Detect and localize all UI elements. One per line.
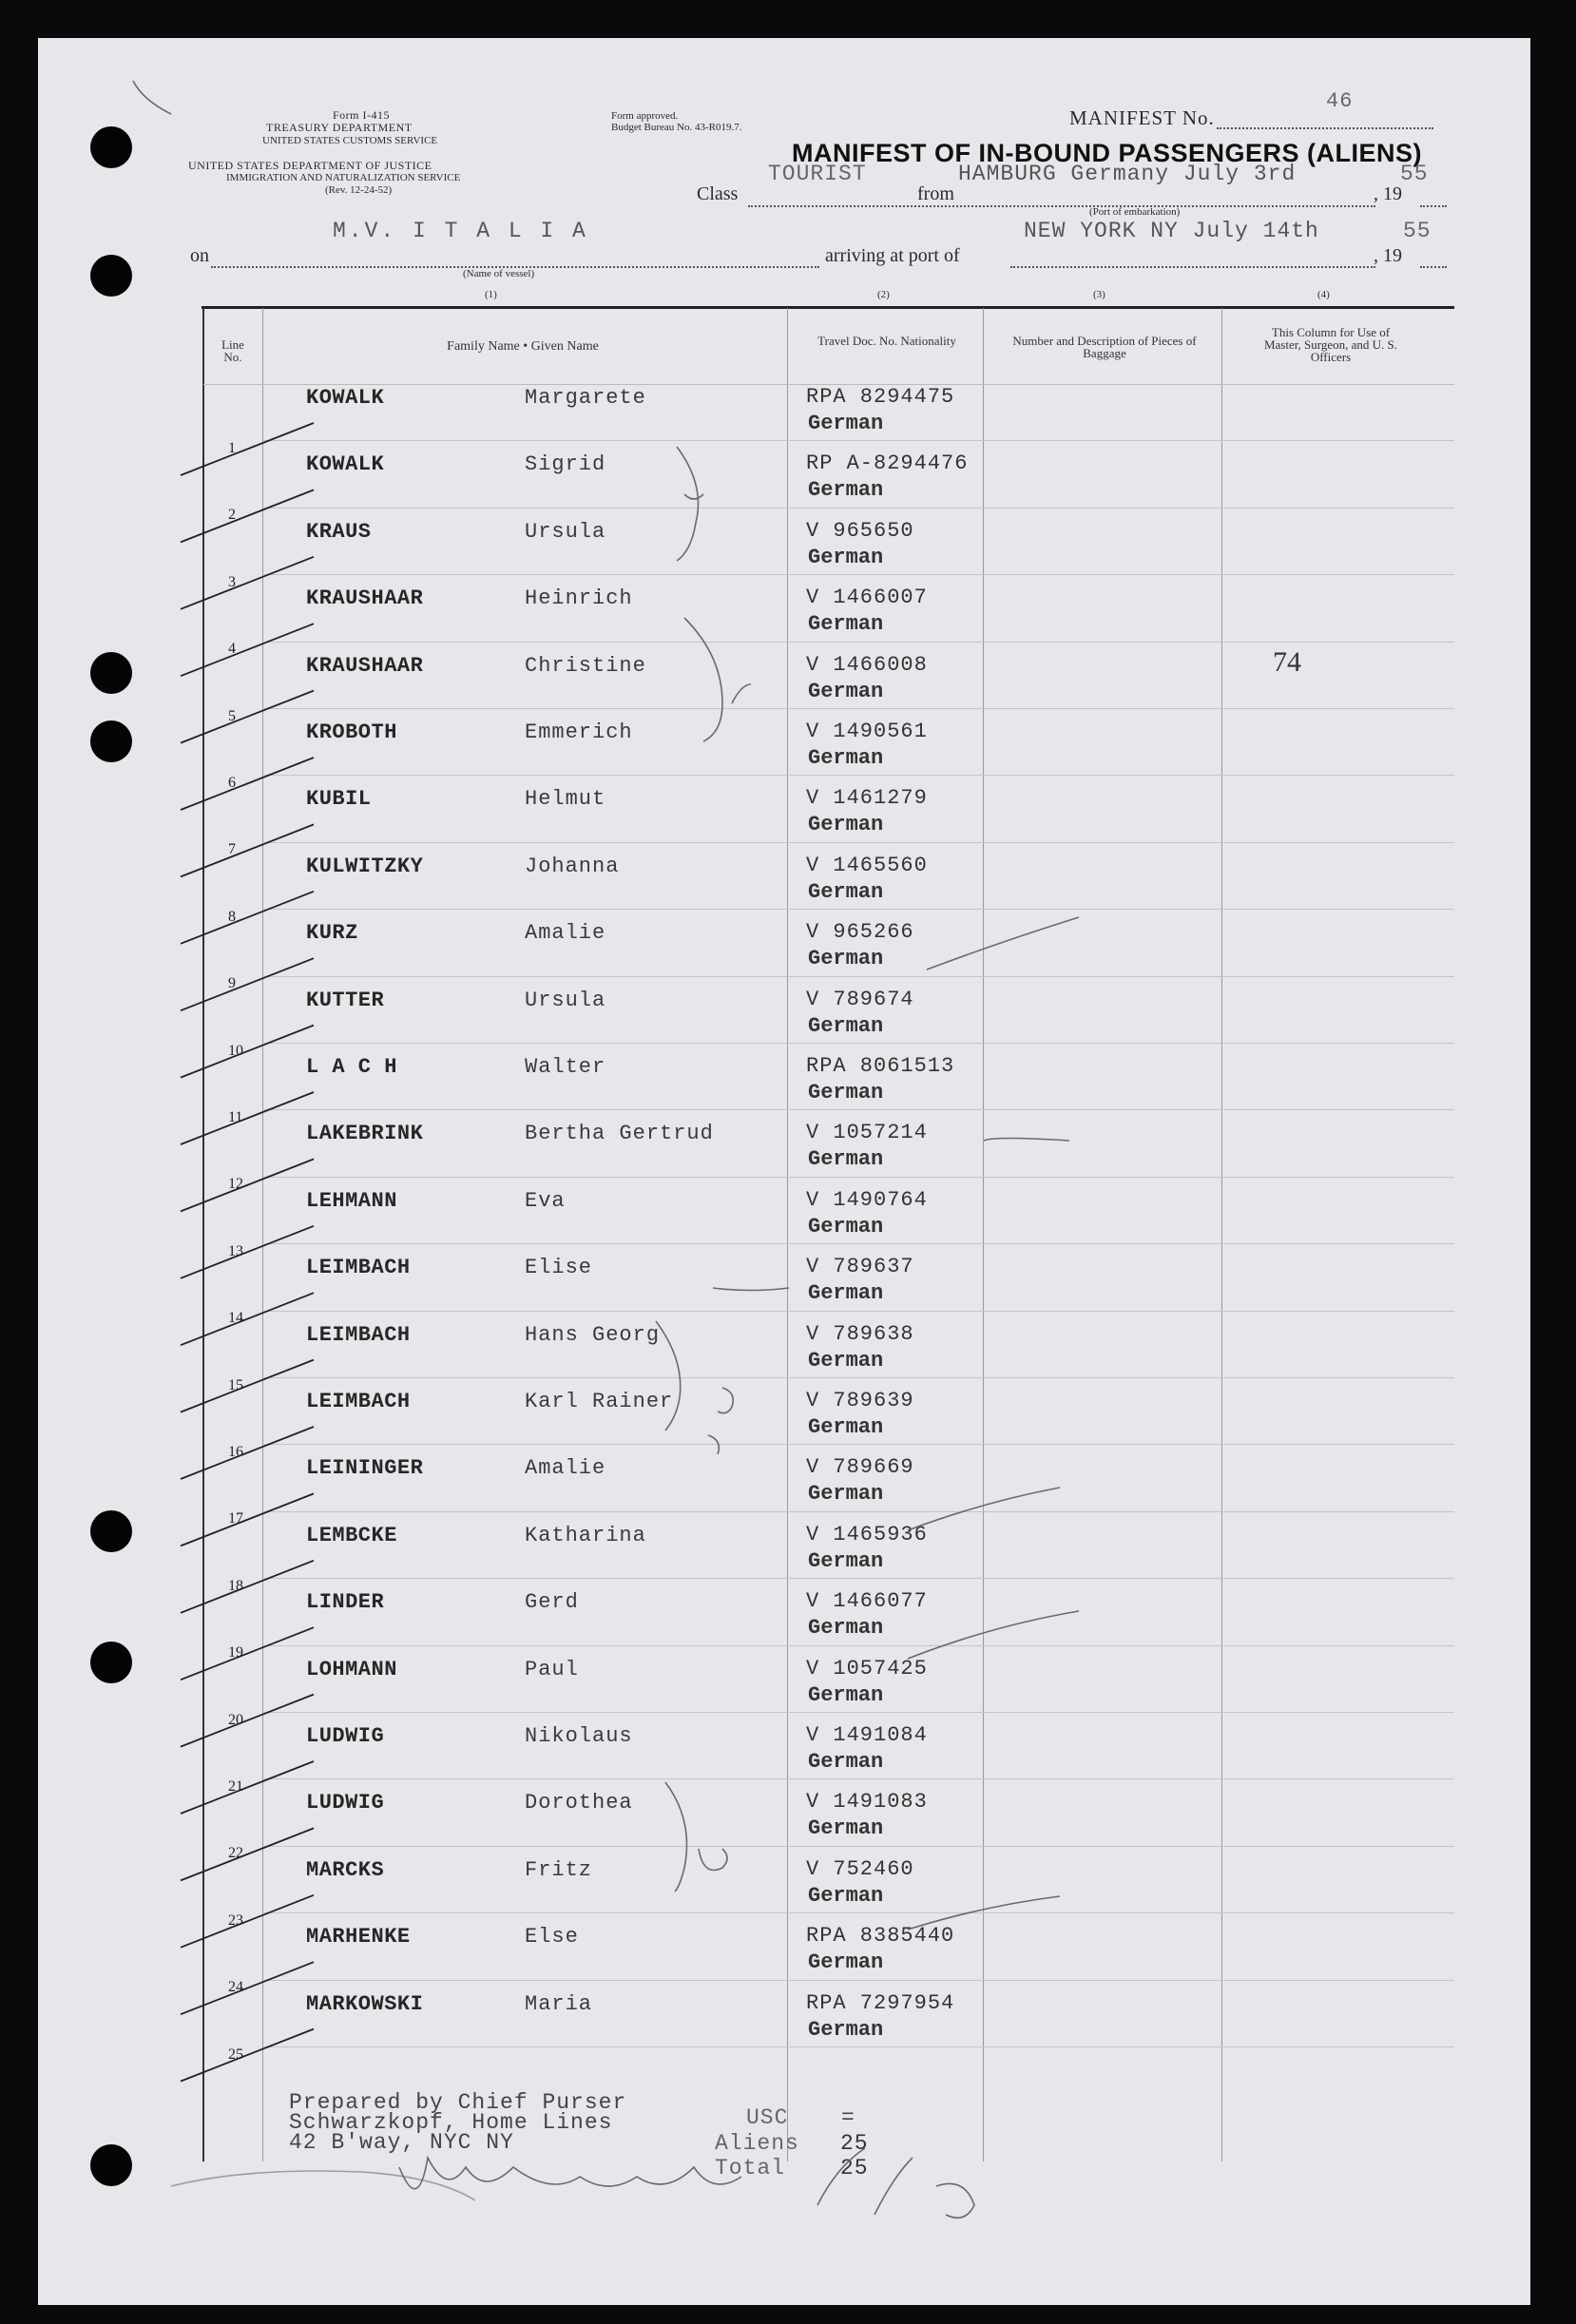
given-name: Heinrich (525, 586, 633, 611)
given-name: Christine (525, 653, 646, 678)
total-label: Total (715, 2156, 786, 2180)
travel-doc-no: V 752460 (806, 1856, 914, 1881)
col-header-baggage: Number and Description of Pieces of Baggage (1012, 334, 1197, 360)
check-mark (181, 1561, 314, 1613)
manifest-number: 46 (1326, 89, 1354, 113)
check-mark (181, 1092, 314, 1144)
travel-doc-no: RPA 8061513 (806, 1054, 955, 1078)
nationality: German (808, 1682, 884, 1707)
travel-doc-no: V 965650 (806, 518, 914, 543)
col-header-officers: This Column for Use of Master, Surgeon, and U. S. Officers (1263, 325, 1398, 364)
check-mark (181, 2029, 314, 2082)
arriving-label: arriving at port of (825, 245, 960, 266)
given-name: Emmerich (525, 720, 633, 744)
arriving-year: 55 (1403, 219, 1432, 243)
justice-label: UNITED STATES DEPARTMENT OF JUSTICE (188, 159, 432, 172)
given-name: Walter (525, 1055, 606, 1079)
given-name: Hans Georg (525, 1322, 661, 1347)
given-name: Amalie (525, 921, 606, 946)
revision-label: (Rev. 12-24-52) (325, 184, 393, 196)
family-name: MARHENKE (306, 1925, 411, 1949)
family-name: L A C H (306, 1055, 397, 1079)
year-label: , 19 (1374, 183, 1402, 204)
given-name: Amalie (525, 1456, 606, 1481)
given-name: Gerd (525, 1590, 579, 1615)
check-mark (181, 1226, 314, 1278)
travel-doc-no: V 1491084 (806, 1723, 928, 1747)
travel-doc-no: V 1057214 (806, 1121, 928, 1145)
arriving-year-label: , 19 (1374, 245, 1402, 266)
check-mark (181, 1695, 314, 1747)
nationality: German (808, 1348, 884, 1373)
check-mark (181, 958, 314, 1010)
from-value: HAMBURG Germany July 3rd (958, 162, 1297, 186)
family-name: LEMBCKE (306, 1523, 397, 1547)
nationality: German (808, 2017, 884, 2042)
line-number: 9 (228, 975, 236, 992)
nationality: German (808, 1548, 884, 1573)
line-number: 18 (228, 1577, 243, 1594)
ins-label: IMMIGRATION AND NATURALIZATION SERVICE (226, 172, 461, 183)
travel-doc-no: RPA 8294475 (806, 385, 955, 409)
line-number: 20 (228, 1711, 243, 1728)
check-mark (181, 1828, 314, 1880)
given-name: Karl Rainer (525, 1390, 674, 1413)
line-number: 10 (228, 1042, 243, 1059)
approval-label: Form approved. (611, 110, 679, 122)
family-name: KROBOTH (306, 720, 397, 744)
travel-doc-no: V 789674 (806, 987, 914, 1011)
nationality: German (808, 478, 884, 503)
line-number: 14 (228, 1310, 243, 1327)
check-mark (181, 1360, 314, 1412)
family-name: LINDER (306, 1590, 385, 1615)
travel-doc-no: RPA 7297954 (806, 1990, 955, 2015)
given-name: Nikolaus (525, 1724, 633, 1748)
col-header-name: Family Name • Given Name (447, 339, 599, 354)
prepared-by-line1: Prepared by Chief Purser (289, 2090, 627, 2115)
nationality: German (808, 1013, 884, 1038)
year-value: 55 (1400, 162, 1429, 186)
travel-doc-no: RPA 8385440 (806, 1924, 955, 1949)
form-number: Form I-415 (333, 108, 390, 122)
family-name: KRAUS (306, 519, 372, 544)
embark-note: (Port of embarkation) (1089, 206, 1181, 218)
travel-doc-no: V 1465560 (806, 853, 928, 877)
family-name: LUDWIG (306, 1791, 385, 1815)
family-name: LEIMBACH (306, 1256, 411, 1280)
line-number: 15 (228, 1376, 243, 1393)
vessel-name: M.V. I T A L I A (333, 219, 588, 243)
line-number: 19 (228, 1644, 243, 1661)
col-header-doc: Travel Doc. No. Nationality (817, 334, 956, 348)
family-name: MARCKS (306, 1857, 385, 1882)
check-mark (181, 1761, 314, 1814)
customs-label: UNITED STATES CUSTOMS SERVICE (262, 135, 438, 146)
given-name: Paul (525, 1657, 579, 1681)
family-name: KRAUSHAAR (306, 586, 424, 611)
nationality: German (808, 1214, 884, 1239)
given-name: Eva (525, 1188, 566, 1213)
line-number: 16 (228, 1444, 243, 1460)
line-number: 1 (228, 440, 236, 456)
aliens-value: 25 (840, 2131, 869, 2156)
class-value: TOURIST (768, 162, 867, 186)
prepared-by-line2: Schwarzkopf, Home Lines (289, 2110, 613, 2135)
aliens-label: Aliens (715, 2131, 799, 2156)
family-name: KOWALK (306, 452, 385, 477)
nationality: German (808, 1281, 884, 1306)
from-label: from (917, 183, 954, 204)
class-label: Class (697, 183, 739, 204)
page-title: MANIFEST OF IN-BOUND PASSENGERS (ALIENS) (792, 139, 1423, 167)
usc-label: USC (746, 2105, 789, 2130)
family-name: MARKOWSKI (306, 1991, 424, 2016)
line-number: 21 (228, 1778, 243, 1795)
travel-doc-no: V 1057425 (806, 1656, 928, 1681)
check-mark (181, 557, 314, 609)
nationality: German (808, 813, 884, 837)
check-mark (181, 1026, 314, 1078)
nationality: German (808, 1482, 884, 1507)
check-mark (181, 1895, 314, 1948)
line-number: 24 (228, 1979, 243, 1996)
travel-doc-no: V 789669 (806, 1455, 914, 1480)
check-mark (181, 758, 314, 810)
line-number: 11 (228, 1109, 243, 1125)
nationality: German (808, 1950, 884, 1975)
family-name: KUTTER (306, 988, 385, 1012)
col-index-2: (2) (877, 289, 890, 300)
family-name: KRAUSHAAR (306, 653, 424, 678)
line-number: 13 (228, 1242, 243, 1259)
total-value: 25 (840, 2156, 869, 2180)
nationality: German (808, 1616, 884, 1641)
treasury-label: TREASURY DEPARTMENT (266, 121, 413, 134)
given-name: Else (525, 1925, 579, 1949)
check-mark (181, 1293, 314, 1345)
travel-doc-no: V 1490764 (806, 1187, 928, 1212)
line-number: 5 (228, 707, 236, 724)
col-index-4: (4) (1317, 289, 1330, 300)
line-number: 12 (228, 1176, 243, 1193)
check-mark (181, 1962, 314, 2014)
nationality: German (808, 1816, 884, 1841)
family-name: LEIMBACH (306, 1322, 411, 1347)
family-name: LEININGER (306, 1456, 424, 1481)
family-name: LEHMANN (306, 1188, 397, 1213)
line-number: 17 (228, 1510, 243, 1527)
given-name: Ursula (525, 988, 606, 1012)
line-number: 2 (228, 507, 236, 524)
arriving-value: NEW YORK NY July 14th (1024, 219, 1319, 243)
line-number: 3 (228, 573, 236, 590)
prepared-by-line3: 42 B'way, NYC NY (289, 2130, 514, 2155)
vessel-note: (Name of vessel) (463, 268, 535, 279)
officer-note-number: 74 (1273, 646, 1301, 678)
travel-doc-no: V 965266 (806, 920, 914, 945)
family-name: KURZ (306, 921, 358, 946)
nationality: German (808, 1750, 884, 1774)
line-number: 23 (228, 1911, 243, 1929)
line-number: 7 (228, 841, 236, 858)
travel-doc-no: V 1491083 (806, 1790, 928, 1815)
travel-doc-no: V 789638 (806, 1321, 914, 1346)
line-number: 4 (228, 641, 236, 658)
given-name: Bertha Gertrud (525, 1122, 714, 1146)
check-mark (181, 1427, 314, 1479)
nationality: German (808, 412, 884, 435)
nationality: German (808, 1147, 884, 1172)
col-header-line-no: Line No. (221, 337, 244, 364)
travel-doc-no: V 1466008 (806, 652, 928, 677)
family-name: KOWALK (306, 386, 385, 410)
given-name: Ursula (525, 519, 606, 544)
nationality: German (808, 1081, 884, 1104)
line-number: 22 (228, 1845, 243, 1862)
nationality: German (808, 679, 884, 703)
travel-doc-no: V 789637 (806, 1255, 914, 1279)
check-mark (181, 1493, 314, 1546)
line-number: 8 (228, 908, 236, 925)
check-mark (181, 423, 314, 475)
family-name: LOHMANN (306, 1657, 397, 1681)
travel-doc-no: V 1466077 (806, 1589, 928, 1614)
travel-doc-no: V 1461279 (806, 786, 928, 811)
family-name: LAKEBRINK (306, 1122, 424, 1146)
line-number: 6 (228, 775, 236, 791)
family-name: KUBIL (306, 787, 372, 812)
check-mark (181, 624, 314, 676)
usc-value: = (841, 2105, 855, 2130)
travel-doc-no: V 1466007 (806, 586, 928, 610)
check-mark (181, 1627, 314, 1680)
nationality: German (808, 947, 884, 971)
given-name: Maria (525, 1991, 593, 2016)
nationality: German (808, 1415, 884, 1439)
col-index-3: (3) (1093, 289, 1105, 300)
nationality: German (808, 879, 884, 904)
travel-doc-no: V 1490561 (806, 720, 928, 743)
given-name: Dorothea (525, 1791, 633, 1815)
check-mark (181, 824, 314, 876)
nationality: German (808, 746, 884, 770)
manifest-no-label: MANIFEST No. (1069, 106, 1215, 129)
family-name: LEIMBACH (306, 1390, 411, 1413)
nationality: German (808, 545, 884, 569)
line-number: 25 (228, 2046, 243, 2063)
col-index-1: (1) (485, 289, 497, 300)
check-mark (181, 1159, 314, 1211)
nationality: German (808, 612, 884, 637)
given-name: Johanna (525, 854, 620, 878)
given-name: Katharina (525, 1523, 646, 1547)
travel-doc-no: V 789639 (806, 1389, 914, 1412)
family-name: LUDWIG (306, 1724, 385, 1748)
nationality: German (808, 1883, 884, 1908)
check-mark (181, 490, 314, 542)
travel-doc-no: RP A-8294476 (806, 451, 969, 476)
budget-label: Budget Bureau No. 43-R019.7. (611, 122, 742, 133)
given-name: Elise (525, 1256, 593, 1280)
given-name: Sigrid (525, 452, 606, 477)
given-name: Margarete (525, 386, 646, 410)
given-name: Helmut (525, 787, 606, 812)
given-name: Fritz (525, 1857, 593, 1882)
family-name: KULWITZKY (306, 854, 424, 878)
check-mark (181, 892, 314, 944)
travel-doc-no: V 1465936 (806, 1522, 928, 1546)
check-mark (181, 691, 314, 743)
on-label: on (190, 245, 209, 266)
